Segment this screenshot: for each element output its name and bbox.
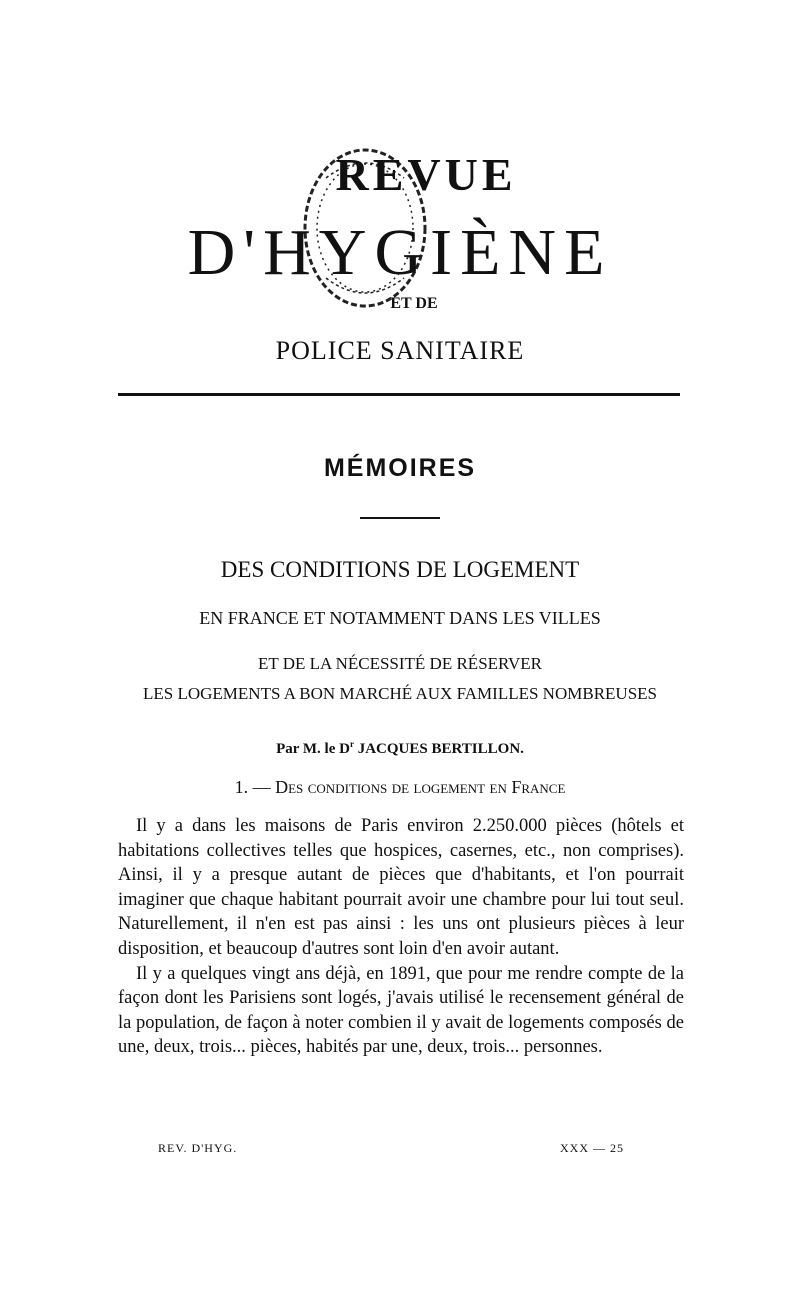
article-title-line4: LES LOGEMENTS A BON MARCHÉ AUX FAMILLES NOMBREUSES	[143, 684, 657, 703]
footer-volume-page: XXX — 25	[560, 1141, 624, 1155]
paragraph: Il y a quelques vingt ans déjà, en 1891, que pour me rendre compte de la façon dont les Parisiens sont logés, j'avais utilisé le recensement général de la population, de façon à noter combien il y avait de logements composés de une, deux, trois... pièces, habités par une, deux, trois... personnes.	[118, 963, 684, 1058]
footer-journal-abbrev: REV. D'HYG.	[158, 1141, 238, 1155]
author-name: JACQUES BERTILLON.	[357, 741, 524, 757]
paragraph: Il y a dans les maisons de Paris environ 2.250.000 pièces (hôtels et habitations collectives telles que hospices, casernes, etc., non comprises). Ainsi, il y a presque autant de pièces que d'habitants, et l'on pourrait imaginer que chaque habitant pourrait avoir une chambre pour lui tout seul. Naturellement, il n'en est pas ainsi : les uns ont plusieurs pièces à leur disposition, et beaucoup d'autres sont loin d'en avoir autant.	[118, 816, 684, 959]
article-title-line1: DES CONDITIONS DE LOGEMENT	[220, 557, 580, 582]
article-author	[0, 734, 800, 759]
article-title-line2: EN FRANCE ET NOTAMMENT DANS LES VILLES	[199, 608, 601, 628]
journal-title-line2: D'HYGIÈNE	[187, 216, 613, 289]
journal-title-line1: REVUE	[335, 149, 517, 200]
section-divider	[360, 517, 440, 519]
journal-title-line3: ET DE	[390, 295, 438, 312]
article-body	[118, 814, 684, 1060]
author-sup: r	[349, 739, 354, 749]
article-title-line3: ET DE LA NÉCESSITÉ DE RÉSERVER	[257, 654, 543, 673]
author-prefix: Par M. le D	[276, 741, 350, 757]
section-title: 1. — Des conditions de logement en France	[234, 777, 566, 797]
section-heading: MÉMOIRES	[323, 454, 477, 482]
header-divider	[118, 393, 680, 396]
journal-title-line4: POLICE SANITAIRE	[275, 336, 525, 365]
